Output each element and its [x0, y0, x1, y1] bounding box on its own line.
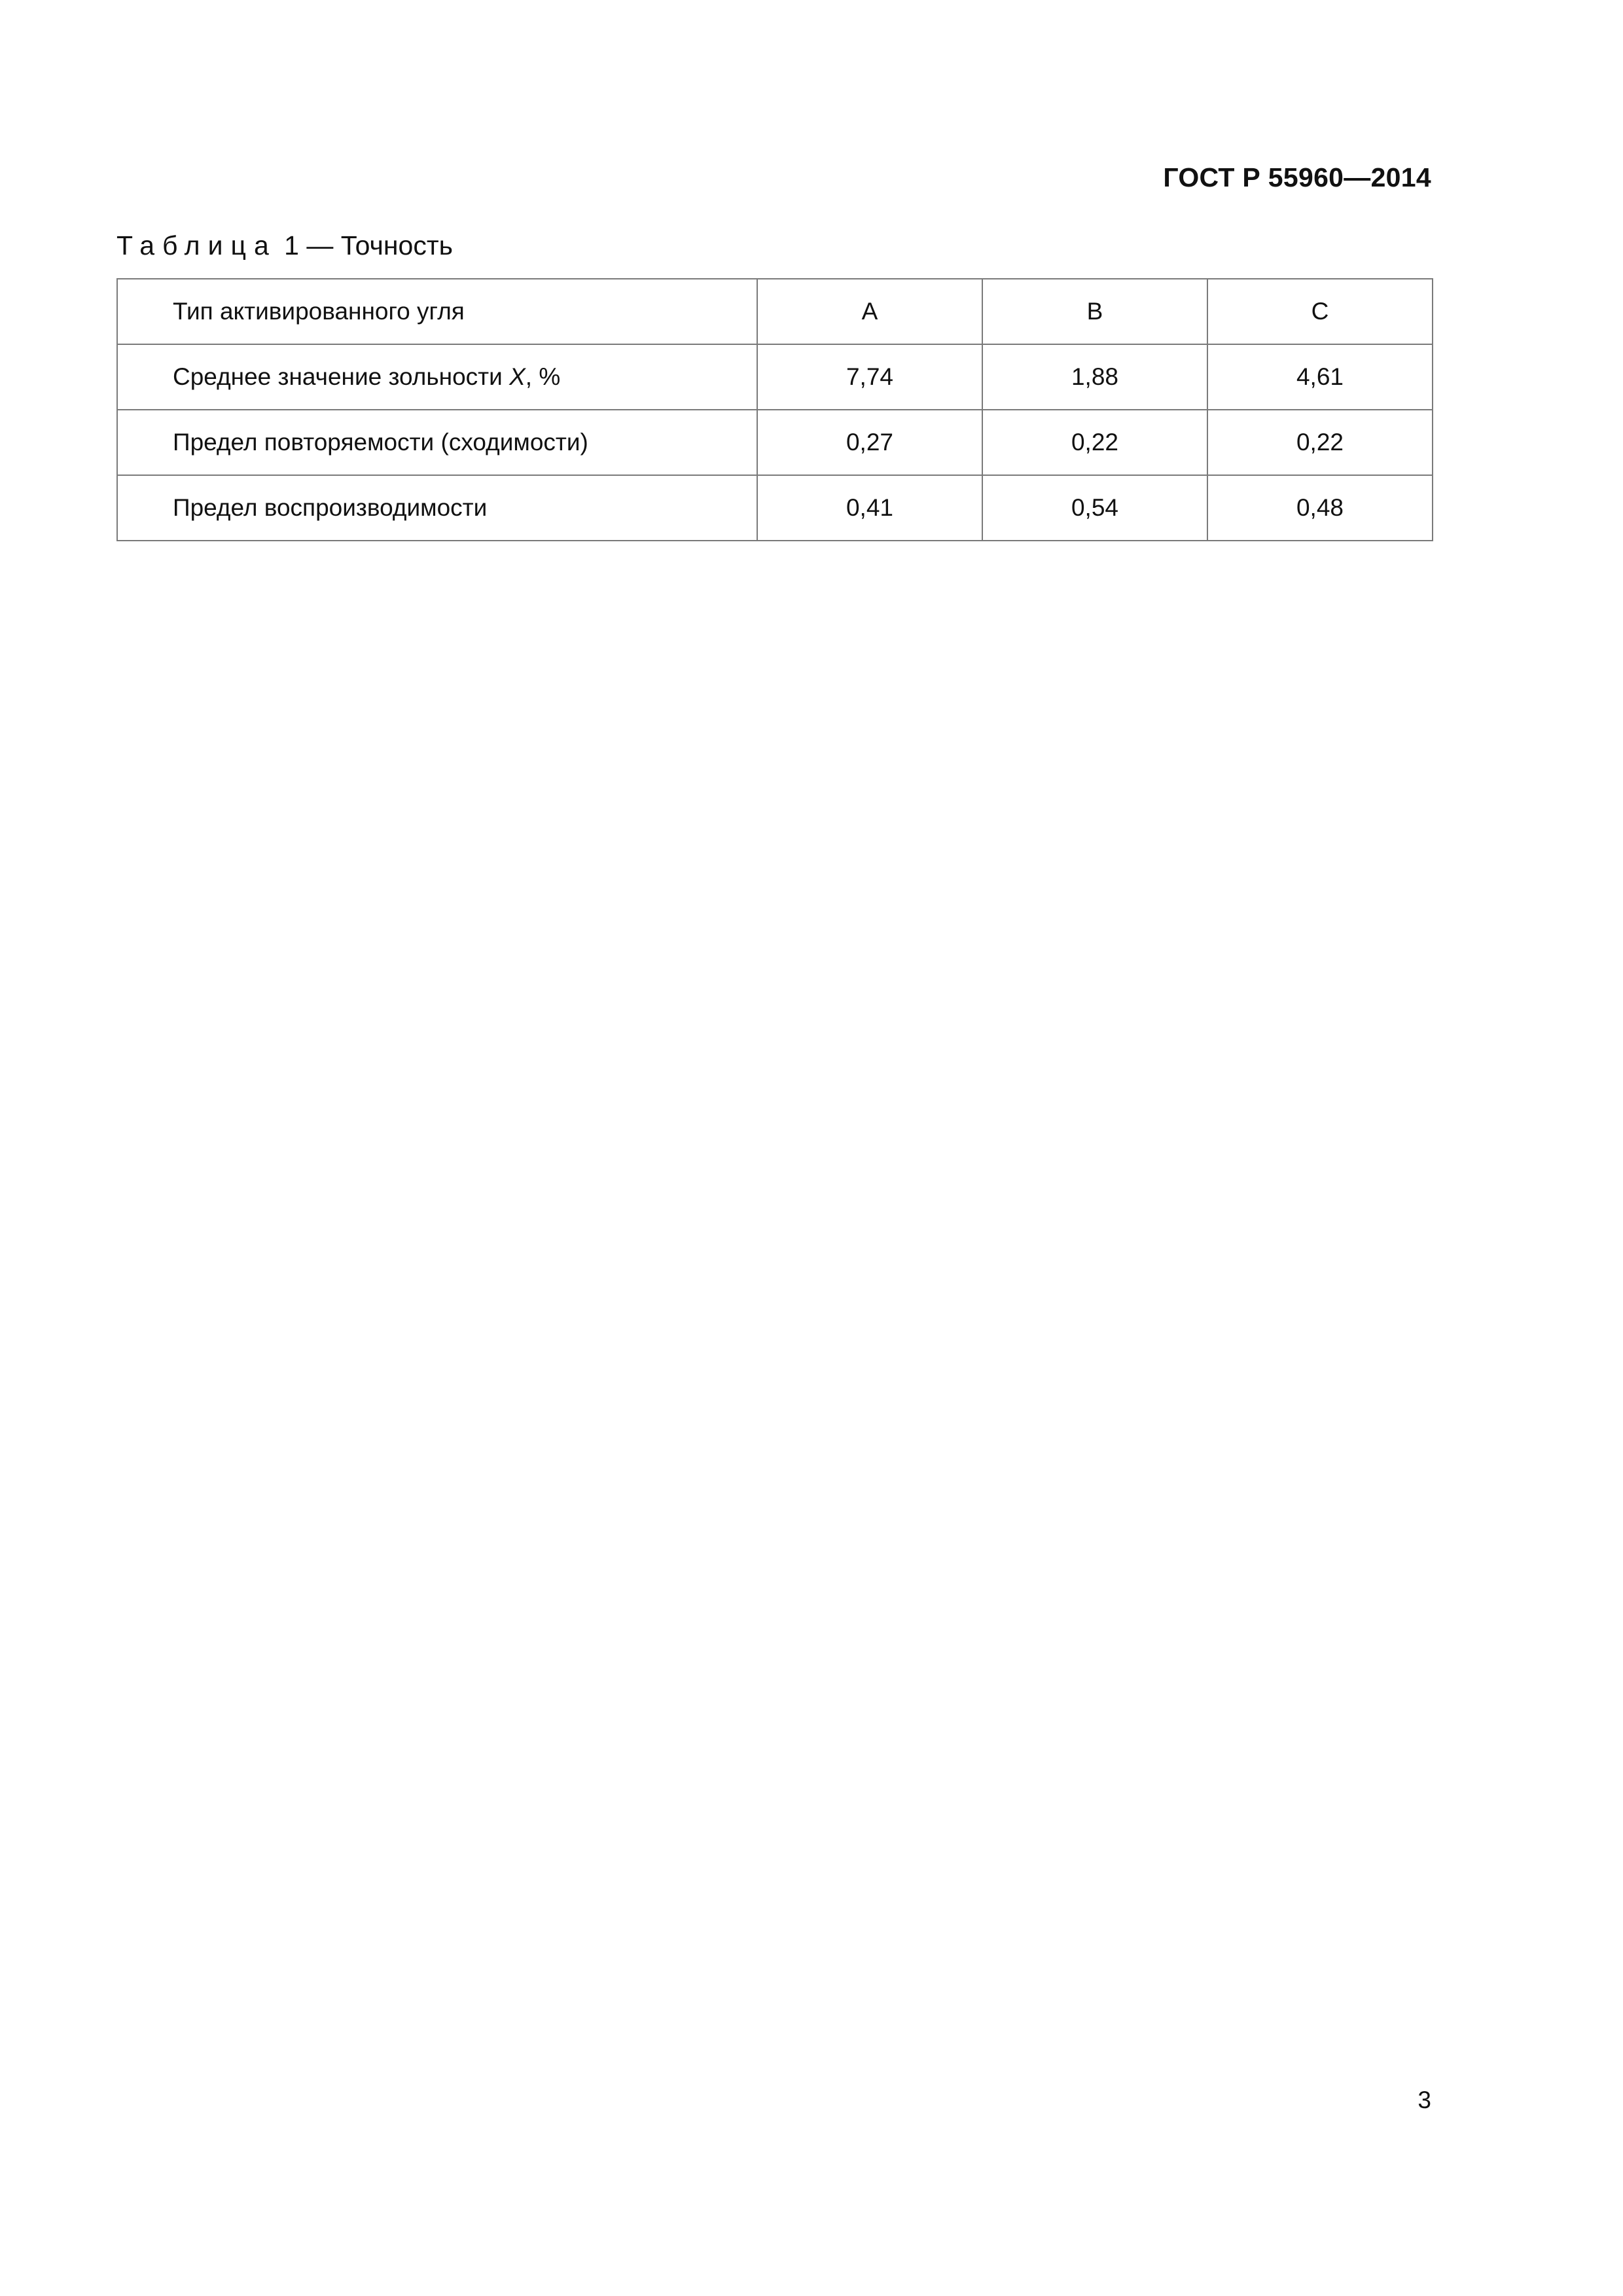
header-value-cell: B	[982, 279, 1207, 344]
table-row	[117, 344, 1433, 410]
header-label-cell: Тип активированного угля	[117, 279, 757, 344]
row-label-cell: Предел воспроизводимости	[117, 475, 757, 541]
document-code: ГОСТ Р 55960—2014	[1163, 162, 1431, 192]
row-value-cell: 0,54	[982, 475, 1207, 541]
row-label-cell	[117, 344, 757, 410]
row-value-cell: 0,22	[982, 410, 1207, 475]
row-label-suffix: , %	[525, 363, 561, 390]
row-value-cell: 7,74	[757, 344, 982, 410]
table-row	[117, 475, 1433, 541]
row-value-cell: 1,88	[982, 344, 1207, 410]
table-caption-number: 1	[284, 230, 299, 260]
row-label-cell: Предел повторяемости (сходимости)	[117, 410, 757, 475]
table-header-row	[117, 279, 1433, 344]
table-caption	[116, 230, 453, 261]
row-value-cell: 0,48	[1207, 475, 1433, 541]
table-caption-label: Таблица	[116, 230, 277, 260]
table-caption-dash: —	[298, 230, 341, 260]
precision-table	[116, 278, 1433, 541]
row-value-cell: 0,41	[757, 475, 982, 541]
header-value-cell: A	[757, 279, 982, 344]
row-label-variable: X	[509, 363, 526, 390]
table-row	[117, 410, 1433, 475]
row-value-cell: 0,27	[757, 410, 982, 475]
row-label-prefix: Среднее значение зольности	[173, 363, 510, 390]
row-value-cell: 0,22	[1207, 410, 1433, 475]
page-number: 3	[1418, 2087, 1431, 2113]
table-caption-title: Точность	[340, 230, 453, 260]
header-value-cell: C	[1207, 279, 1433, 344]
row-value-cell: 4,61	[1207, 344, 1433, 410]
